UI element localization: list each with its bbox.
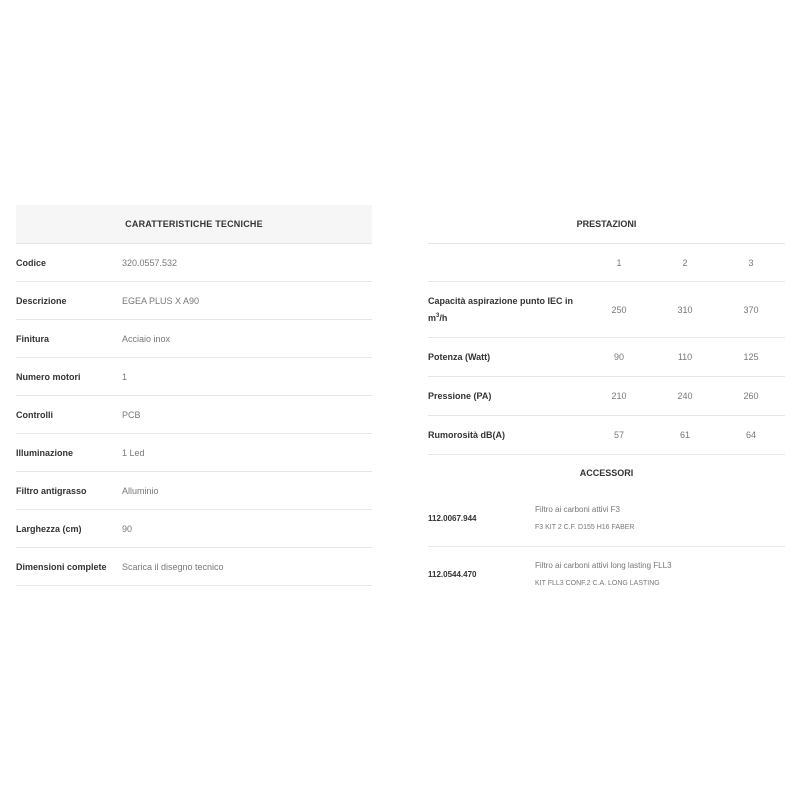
accessory-name: Filtro ai carboni attivi long lasting FLL3 (535, 561, 672, 570)
perf-row-capacita (428, 282, 785, 338)
perf-label: Capacità aspirazione punto IEC in $m^3/h$ (428, 295, 574, 323)
technical-drawing-link[interactable]: Scarica il disegno tecnico (122, 561, 224, 572)
performance-title: PRESTAZIONI (428, 205, 785, 244)
spec-value: Acciaio inox (122, 333, 171, 344)
perf-value: 260 (743, 391, 759, 401)
spec-row-descrizione (16, 282, 372, 320)
perf-label: Pressione (PA) (428, 390, 492, 401)
perf-row-pressione (428, 377, 785, 416)
speed-1: 1 (616, 257, 622, 268)
spec-row-numero-motori (16, 358, 372, 396)
performance-table (428, 205, 785, 602)
spec-label: Filtro antigrasso (16, 485, 87, 496)
accessory-desc (535, 501, 634, 536)
accessory-row (428, 491, 785, 547)
spec-value: PCB (122, 409, 141, 420)
perf-value: 370 (743, 304, 759, 315)
accessory-code: 112.0067.944 (428, 514, 477, 523)
spec-label: Finitura (16, 333, 49, 344)
perf-value: 250 (611, 304, 627, 315)
perf-value: 90 (613, 352, 624, 362)
spec-row-controlli (16, 396, 372, 434)
spec-label: Illuminazione (16, 447, 74, 458)
accessory-detail: KIT FLL3 CONF.2 C.A. LONG LASTING (535, 580, 660, 587)
spec-row-codice (16, 244, 372, 282)
perf-value: 110 (677, 352, 693, 362)
spec-row-finitura (16, 320, 372, 358)
spec-row-filtro-antigrasso (16, 472, 372, 510)
specs-title: CARATTERISTICHE TECNICHE (16, 205, 372, 244)
perf-row-rumorosita (428, 416, 785, 455)
perf-value: 210 (611, 391, 627, 401)
spec-label: Dimensioni complete (16, 561, 107, 572)
perf-label: Potenza (Watt) (428, 351, 491, 362)
perf-value: 125 (743, 352, 759, 362)
perf-value: 64 (745, 430, 756, 440)
spec-row-illuminazione (16, 434, 372, 472)
spec-value: 1 (122, 371, 128, 382)
spec-label: Codice (16, 257, 47, 268)
spec-label: Larghezza (cm) (16, 523, 82, 534)
accessory-name: Filtro ai carboni attivi F3 (535, 505, 620, 514)
spec-value: EGEA PLUS X A90 (122, 295, 200, 306)
accessory-desc (535, 557, 672, 592)
spec-value: 320.0557.532 (122, 257, 178, 268)
speed-2: 2 (682, 257, 688, 268)
spec-value: Alluminio (122, 485, 159, 496)
perf-value: 310 (677, 304, 693, 315)
speed-3: 3 (748, 257, 754, 268)
spec-label: Descrizione (16, 295, 67, 306)
spec-row-larghezza (16, 510, 372, 548)
speed-header-row (428, 244, 785, 282)
specs-table (16, 205, 372, 586)
spec-value: 1 Led (122, 447, 145, 458)
accessory-row (428, 547, 785, 602)
spec-row-dimensioni (16, 548, 372, 586)
spec-label: Numero motori (16, 371, 81, 382)
perf-value: 61 (679, 430, 690, 440)
accessory-code: 112.0544.470 (428, 570, 477, 579)
perf-value: 57 (613, 430, 624, 440)
perf-value: 240 (677, 391, 693, 401)
accessory-detail: F3 KIT 2 C.F. D155 H16 FABER (535, 524, 635, 531)
perf-label: Rumorosità dB(A) (428, 429, 505, 440)
spec-value: 90 (122, 523, 133, 534)
accessories-title: ACCESSORI (579, 468, 634, 478)
spec-label: Controlli (16, 409, 53, 420)
perf-row-potenza (428, 338, 785, 377)
